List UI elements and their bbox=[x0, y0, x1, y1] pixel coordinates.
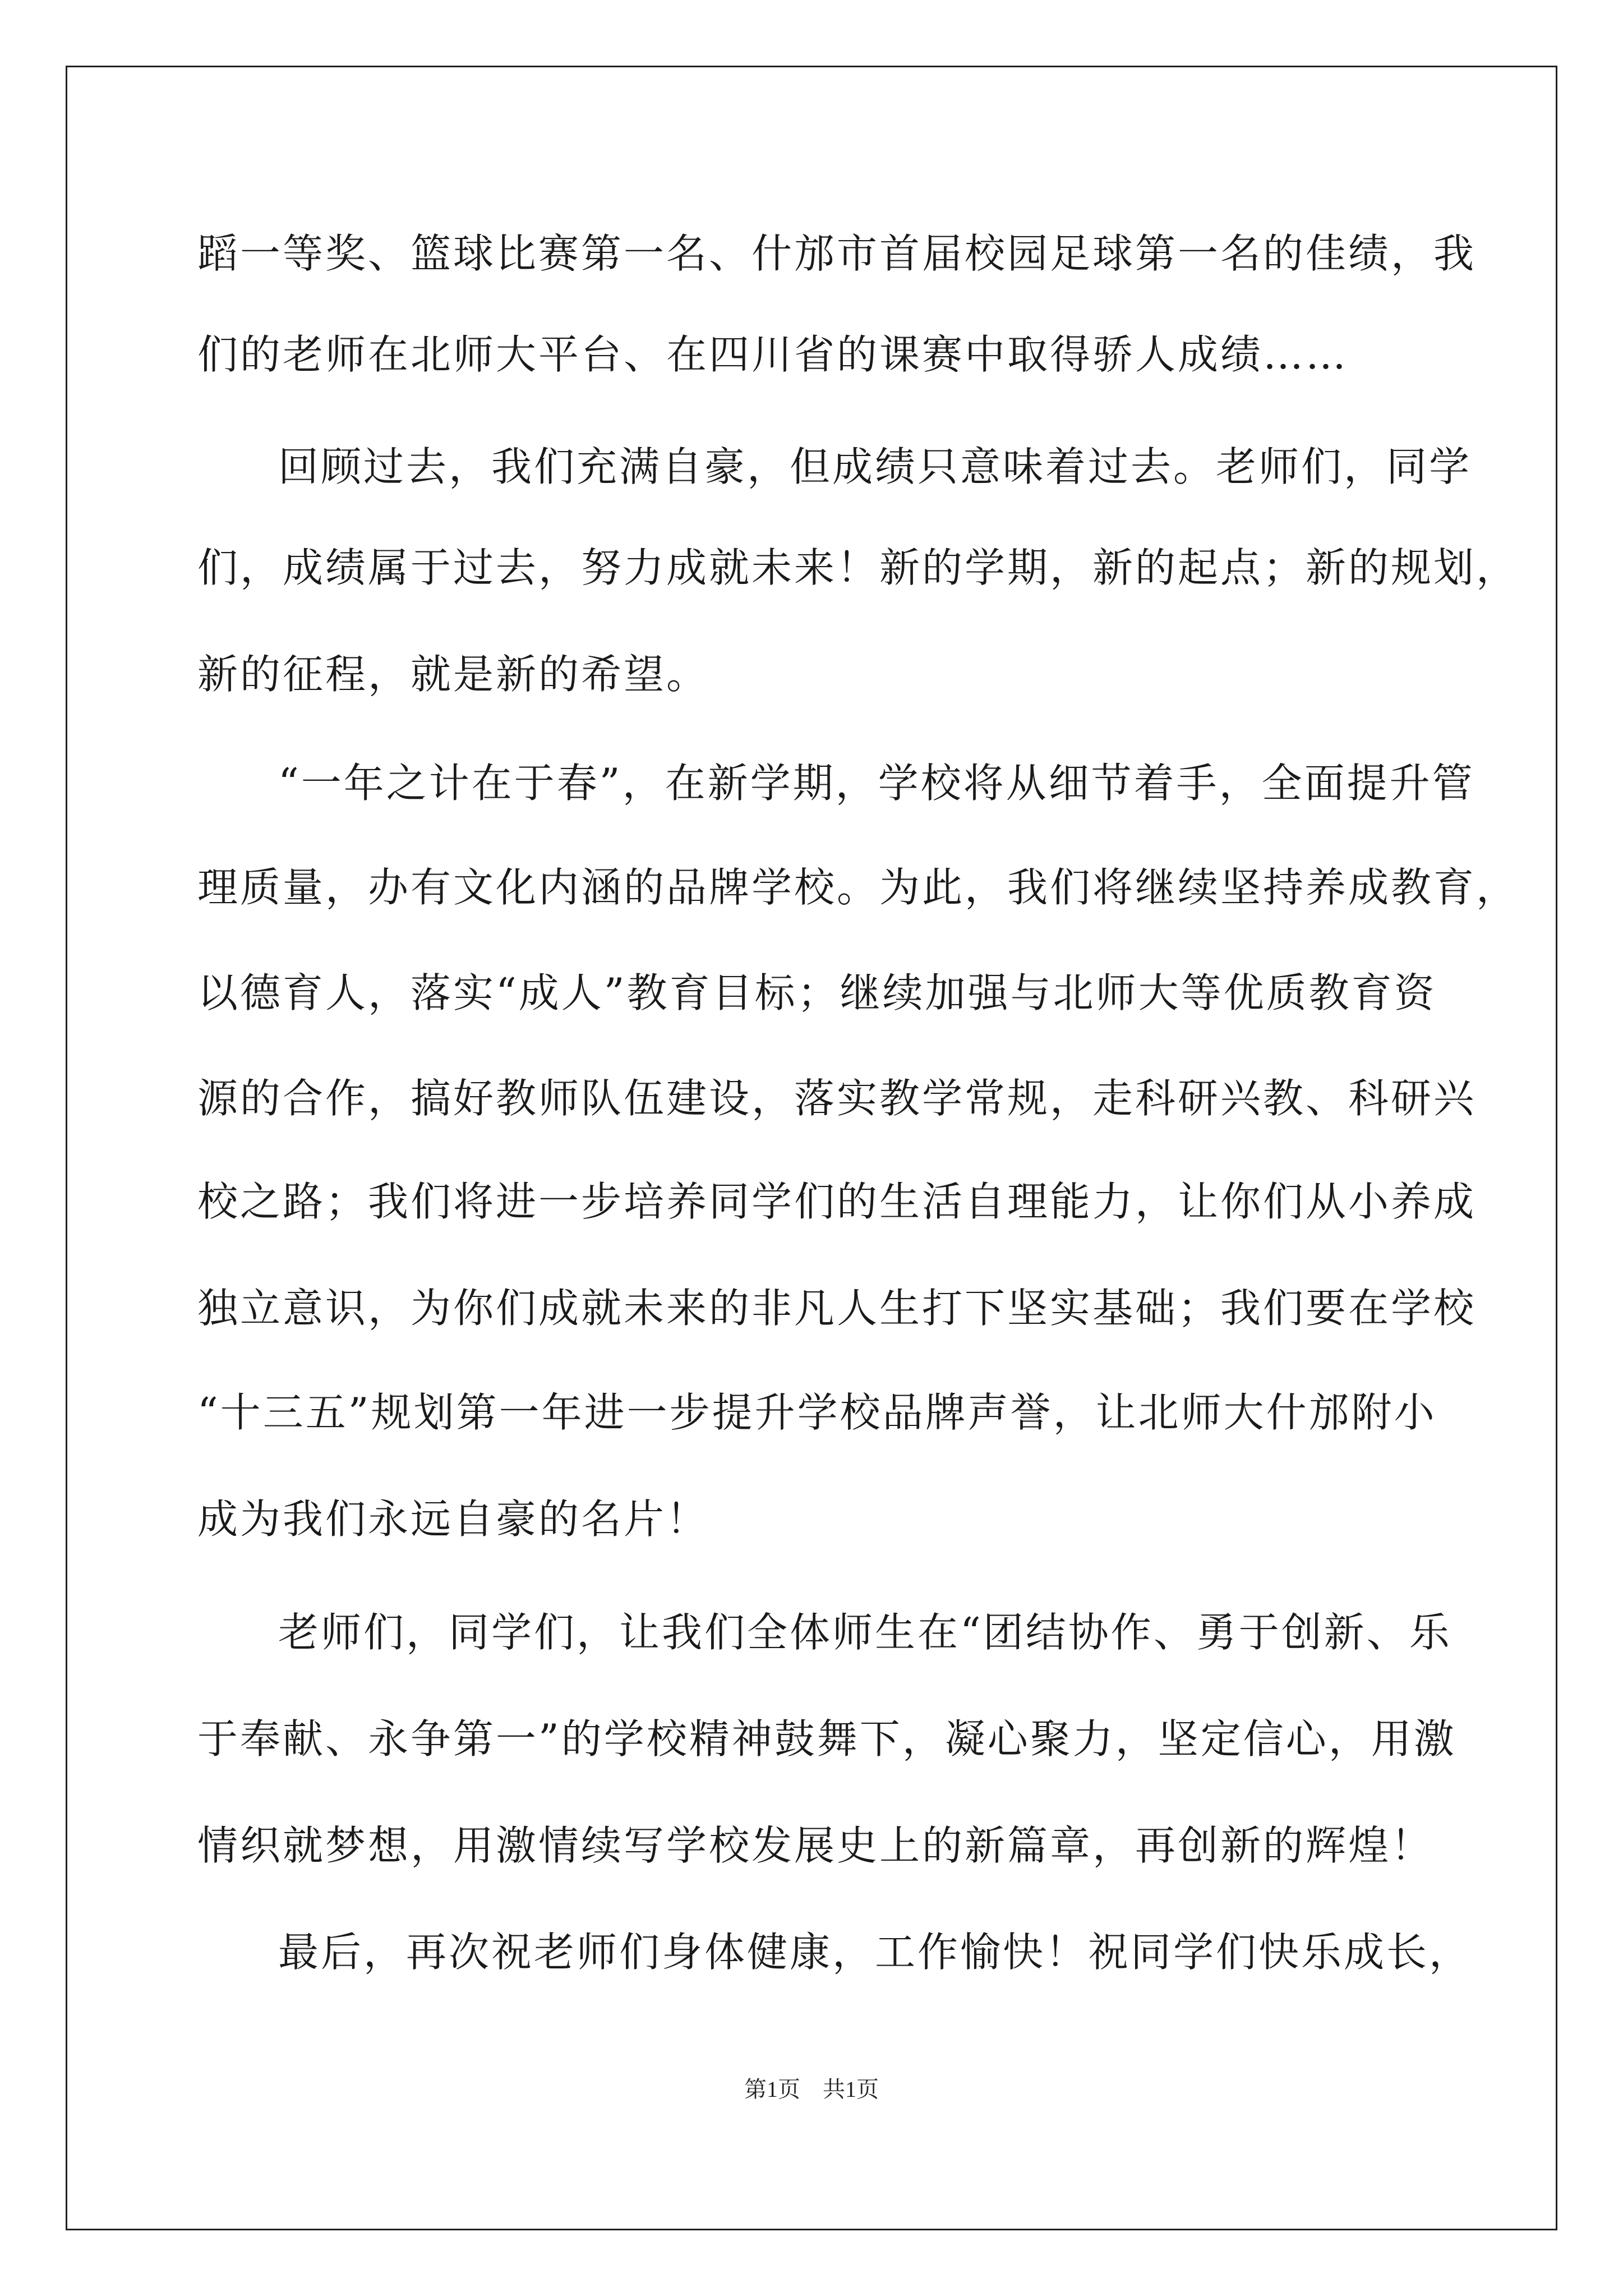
paragraph-start: 老师们，同学们，让我们全体师生在“团结协作、勇于创新、乐 bbox=[278, 1609, 1452, 1656]
page-footer: 第1页 共1页 bbox=[744, 2077, 879, 2102]
text-line: 以德育人，落实“成人”教育目标；继续加强与北师大等优质教育资 bbox=[197, 969, 1437, 1016]
text-line: 独立意识，为你们成就未来的非凡人生打下坚实基础；我们要在学校 bbox=[197, 1285, 1477, 1332]
text-line: 成为我们永远自豪的名片！ bbox=[197, 1496, 709, 1543]
text-line: 们，成绩属于过去，努力成就未来！新的学期，新的起点；新的规划， bbox=[197, 544, 1519, 591]
text-line: 新的征程，就是新的希望。 bbox=[197, 651, 709, 698]
text-line: 情织就梦想，用激情续写学校发展史上的新篇章，再创新的辉煌！ bbox=[197, 1822, 1434, 1869]
paragraph-start: “一年之计在于春”，在新学期，学校将从细节着手，全面提升管 bbox=[278, 760, 1475, 807]
text-line: 于奉献、永争第一”的学校精神鼓舞下，凝心聚力，坚定信心，用激 bbox=[197, 1715, 1456, 1763]
text-line: “十三五”规划第一年进一步提升学校品牌声誉，让北师大什邡附小 bbox=[197, 1389, 1437, 1436]
text-line: 们的老师在北师大平台、在四川省的课赛中取得骄人成绩…… bbox=[197, 331, 1349, 378]
page-border bbox=[66, 66, 1557, 2230]
text-line: 蹈一等奖、篮球比赛第一名、什邡市首届校园足球第一名的佳绩，我 bbox=[197, 230, 1477, 277]
paragraph-start: 回顾过去，我们充满自豪，但成绩只意味着过去。老师们，同学 bbox=[278, 443, 1472, 490]
text-line: 校之路；我们将进一步培养同学们的生活自理能力，让你们从小养成 bbox=[197, 1178, 1477, 1225]
text-line: 理质量，办有文化内涵的品牌学校。为此，我们将继续坚持养成教育， bbox=[197, 864, 1519, 911]
paragraph-start: 最后，再次祝老师们身体健康，工作愉快！祝同学们快乐成长， bbox=[278, 1929, 1472, 1976]
text-line: 源的合作，搞好教师队伍建设，落实教学常规，走科研兴教、科研兴 bbox=[197, 1075, 1477, 1122]
